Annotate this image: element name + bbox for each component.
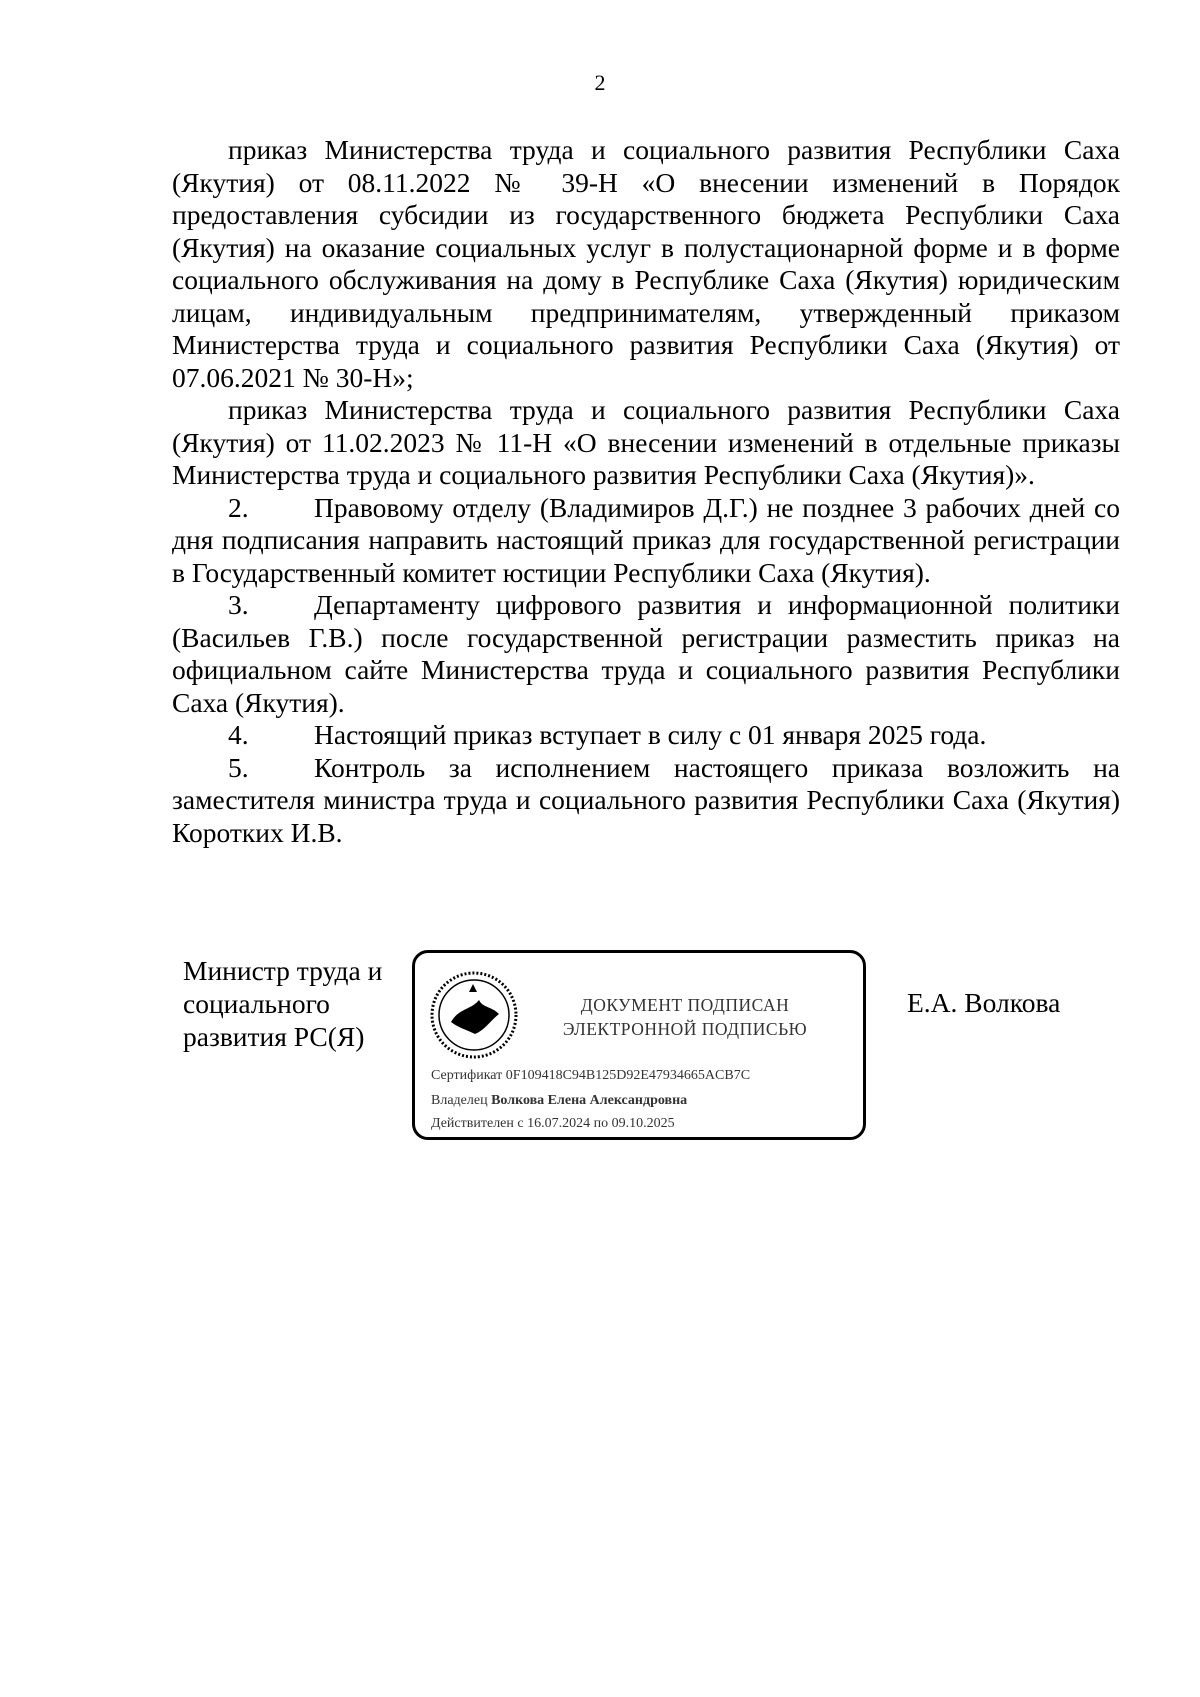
paragraph-text: Правовому отделу (Владимиров Д.Г.) не позднее 3 рабочих дней со дня подписания направить настоящий приказ для государственной регистрации в Государственный комитет юстиции Республики Саха (Якутия). [172,491,1120,588]
paragraph-text: приказ Министерства труда и социального развития Республики Саха (Якутия) от 11.02.2023 № 11-Н «О внесении изменений в отдельные приказы Министерства труда и социального развития Республики Саха (Якутия)». [172,394,1120,490]
paragraph-text: приказ Министерства труда и социального развития Республики Саха (Якутия) от 08.11.2022 № 39-Н «О внесении изменений в Порядок предоставления субсидии из государственного бюджета Республики Саха (Якутия) на оказание социальных услуг в полустационарной форме и в форме социального обслуживания на дому в Республике Саха (Якутия) юридическим лицам, индивидуальным предпринимателям, утвержденный приказом Министерства труда и социального развития Республики Саха (Якутия) от 07.06.2021 № 30-Н»; [172,134,1120,393]
owner-label: Владелец [431,1093,488,1108]
paragraph-number: 4. [228,719,249,750]
paragraph-number: 2. [228,491,249,523]
valid-to: 09.10.2025 [611,1116,675,1131]
paragraph [172,394,1120,492]
electronic-signature-stamp [412,950,866,1140]
paragraph-text: Настоящий приказ вступает в силу с 01 января 2025 года. [314,719,987,750]
numbered-paragraph [172,589,1120,719]
signer-title: Министр труда и социального развития РС(Я) [183,955,383,1052]
stamp-owner [431,1092,687,1110]
stamp-heading [535,993,835,1041]
stamp-heading-line: ДОКУМЕНТ ПОДПИСАН [580,995,790,1015]
numbered-paragraph [172,752,1120,850]
stamp-certificate [431,1067,750,1085]
stamp-validity [431,1115,675,1133]
paragraph-number: 3. [228,589,249,620]
valid-to-label: по [593,1116,609,1131]
valid-from: 16.07.2024 [527,1116,591,1131]
body-text [172,134,1120,849]
owner-value: Волкова Елена Александровна [491,1093,688,1108]
certificate-label: Сертификат [431,1068,503,1083]
stamp-heading-line: ЭЛЕКТРОННОЙ ПОДПИСЬЮ [562,1019,808,1039]
valid-label: Действителен [431,1116,514,1131]
paragraph-number: 5. [228,751,249,783]
valid-from-label: с [517,1116,524,1131]
paragraph [172,134,1120,394]
numbered-paragraph [172,719,1120,752]
numbered-paragraph [172,492,1120,590]
page-number: 2 [594,70,606,95]
paragraph-text: Контроль за исполнением настоящего приказа возложить на заместителя министра труда и социального развития Республики Саха (Якутия) Коротких И.В. [172,751,1120,848]
coat-of-arms-icon [429,970,519,1060]
paragraph-text: Департаменту цифрового развития и информационной политики (Васильев Г.В.) после государственной регистрации разместить приказ на официальном сайте Министерства труда и социального развития Республики Саха (Якутия). [172,589,1120,718]
certificate-value: 0F109418C94B125D92E47934665ACB7C [505,1068,751,1083]
signer-name: Е.А. Волкова [907,987,1061,1018]
